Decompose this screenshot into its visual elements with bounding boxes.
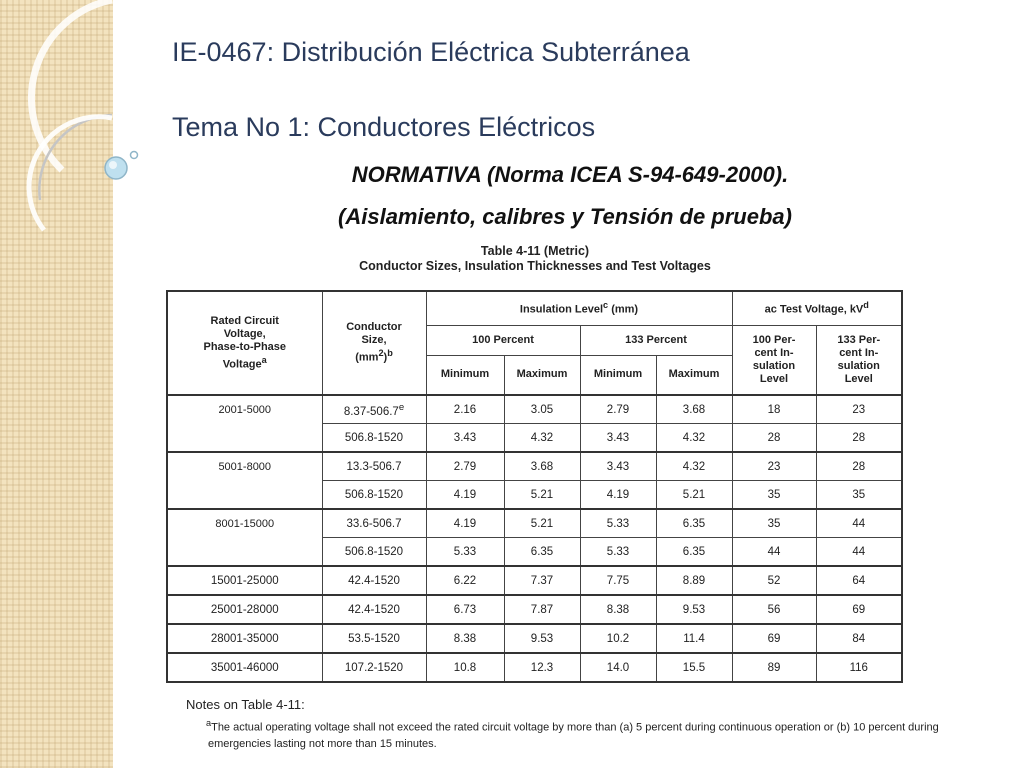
- min133-cell: 10.2: [580, 624, 656, 653]
- min100-cell: 5.33: [426, 538, 504, 567]
- max100-cell: 7.87: [504, 595, 580, 624]
- header-100-percent: 100 Percent: [426, 325, 580, 355]
- header-conductor-size: Conductor Size, $(mm^2)^b$: [322, 291, 426, 395]
- kv133-cell: 28: [816, 424, 902, 453]
- min100-cell: 10.8: [426, 653, 504, 682]
- max133-cell: 6.35: [656, 509, 732, 538]
- min133-cell: 4.19: [580, 481, 656, 510]
- min133-cell: 7.75: [580, 566, 656, 595]
- kv100-cell: 28: [732, 424, 816, 453]
- kv133-cell: 44: [816, 538, 902, 567]
- size-cell: 53.5-1520: [322, 624, 426, 653]
- header-ac-test-voltage: ac Test Voltage, $kV^d$: [732, 291, 902, 325]
- insulation-table: [166, 290, 903, 683]
- size-cell: 42.4-1520: [322, 566, 426, 595]
- kv100-cell: 35: [732, 509, 816, 538]
- decorative-circles: [0, 0, 160, 260]
- kv100-cell: 52: [732, 566, 816, 595]
- table-heading: [330, 244, 740, 274]
- max133-cell: 8.89: [656, 566, 732, 595]
- slide-subtitle: Tema No 1: Conductores Eléctricos: [172, 112, 596, 142]
- min100-cell: 3.43: [426, 424, 504, 453]
- rated-voltage-cell: 25001-28000: [167, 595, 322, 624]
- notes-text: [208, 715, 946, 752]
- min100-cell: 4.19: [426, 481, 504, 510]
- kv133-cell: 35: [816, 481, 902, 510]
- table-row: [167, 624, 902, 653]
- slide-title: IE-0467: Distribución Eléctrica Subterránea: [172, 37, 690, 67]
- header-133-percent: 133 Percent: [580, 325, 732, 355]
- max100-cell: 3.68: [504, 452, 580, 481]
- table-row: [167, 395, 902, 424]
- table-caption: Table 4-11 (Metric): [480, 244, 590, 258]
- max133-cell: 4.32: [656, 424, 732, 453]
- max100-cell: 4.32: [504, 424, 580, 453]
- size-cell: 42.4-1520: [322, 595, 426, 624]
- min133-cell: 2.79: [580, 395, 656, 424]
- table-notes: [186, 697, 946, 752]
- size-cell: 506.8-1520: [322, 424, 426, 453]
- kv133-cell: 44: [816, 509, 902, 538]
- table-row: [167, 566, 902, 595]
- kv133-cell: 69: [816, 595, 902, 624]
- table-row: [167, 653, 902, 682]
- min100-cell: 4.19: [426, 509, 504, 538]
- max100-cell: 12.3: [504, 653, 580, 682]
- max100-cell: 5.21: [504, 481, 580, 510]
- header-rated-voltage: Rated Circuit Voltage, Phase-to-Phase Voltage$^a$: [167, 291, 322, 395]
- kv100-cell: 35: [732, 481, 816, 510]
- max133-cell: 6.35: [656, 538, 732, 567]
- kv100-cell: 18: [732, 395, 816, 424]
- min100-cell: 2.16: [426, 395, 504, 424]
- min133-cell: 3.43: [580, 452, 656, 481]
- rated-voltage-cell: 5001-8000: [167, 452, 322, 509]
- notes-title: Notes on Table 4-11:: [186, 697, 305, 712]
- size-cell: 107.2-1520: [322, 653, 426, 682]
- min133-cell: 3.43: [580, 424, 656, 453]
- max133-cell: 5.21: [656, 481, 732, 510]
- size-cell: 8.37-506.7e: [322, 395, 426, 424]
- table-row: [167, 595, 902, 624]
- max133-cell: 9.53: [656, 595, 732, 624]
- notes-body: The actual operating voltage shall not exceed the rated circuit voltage by more than (a) 5 percent during continuous operation or (b) 10 percent during emergencies lasting not more than 15 minutes.: [208, 721, 939, 750]
- rated-voltage-cell: 15001-25000: [167, 566, 322, 595]
- kv100-cell: 89: [732, 653, 816, 682]
- kv133-cell: 116: [816, 653, 902, 682]
- kv133-cell: 84: [816, 624, 902, 653]
- kv133-cell: 23: [816, 395, 902, 424]
- min133-cell: 5.33: [580, 509, 656, 538]
- max100-cell: 5.21: [504, 509, 580, 538]
- max133-cell: 11.4: [656, 624, 732, 653]
- aislamiento-subheading: (Aislamiento, calibres y Tensión de prueba): [338, 204, 792, 229]
- header-max-100: Maximum: [504, 355, 580, 395]
- size-cell: 33.6-506.7: [322, 509, 426, 538]
- kv100-cell: 56: [732, 595, 816, 624]
- normativa-heading: NORMATIVA (Norma ICEA S-94-649-2000).: [351, 162, 789, 187]
- size-cell: 506.8-1520: [322, 481, 426, 510]
- table-row: [167, 452, 902, 481]
- size-cell: 506.8-1520: [322, 538, 426, 567]
- min100-cell: 6.73: [426, 595, 504, 624]
- header-test-100: 100 Per- cent In- sulation Level: [732, 325, 816, 395]
- header-insulation-level: Insulation Level$^c$ (mm): [426, 291, 732, 325]
- header-min-133: Minimum: [580, 355, 656, 395]
- kv100-cell: 69: [732, 624, 816, 653]
- min133-cell: 5.33: [580, 538, 656, 567]
- kv100-cell: 44: [732, 538, 816, 567]
- rated-voltage-cell: 8001-15000: [167, 509, 322, 566]
- table-description: Conductor Sizes, Insulation Thicknesses and Test Voltages: [359, 259, 711, 273]
- max133-cell: 3.68: [656, 395, 732, 424]
- max100-cell: 9.53: [504, 624, 580, 653]
- kv133-cell: 28: [816, 452, 902, 481]
- max100-cell: 3.05: [504, 395, 580, 424]
- kv133-cell: 64: [816, 566, 902, 595]
- min100-cell: 8.38: [426, 624, 504, 653]
- min100-cell: 6.22: [426, 566, 504, 595]
- rated-voltage-cell: 28001-35000: [167, 624, 322, 653]
- size-cell: 13.3-506.7: [322, 452, 426, 481]
- max133-cell: 4.32: [656, 452, 732, 481]
- max100-cell: 7.37: [504, 566, 580, 595]
- header-max-133: Maximum: [656, 355, 732, 395]
- min133-cell: 14.0: [580, 653, 656, 682]
- rated-voltage-cell: 2001-5000: [167, 395, 322, 452]
- min100-cell: 2.79: [426, 452, 504, 481]
- rated-voltage-cell: 35001-46000: [167, 653, 322, 682]
- min133-cell: 8.38: [580, 595, 656, 624]
- max133-cell: 15.5: [656, 653, 732, 682]
- table-row: [167, 509, 902, 538]
- max100-cell: 6.35: [504, 538, 580, 567]
- header-test-133: 133 Per- cent In- sulation Level: [816, 325, 902, 395]
- header-min-100: Minimum: [426, 355, 504, 395]
- notes-marker: a: [206, 718, 212, 728]
- kv100-cell: 23: [732, 452, 816, 481]
